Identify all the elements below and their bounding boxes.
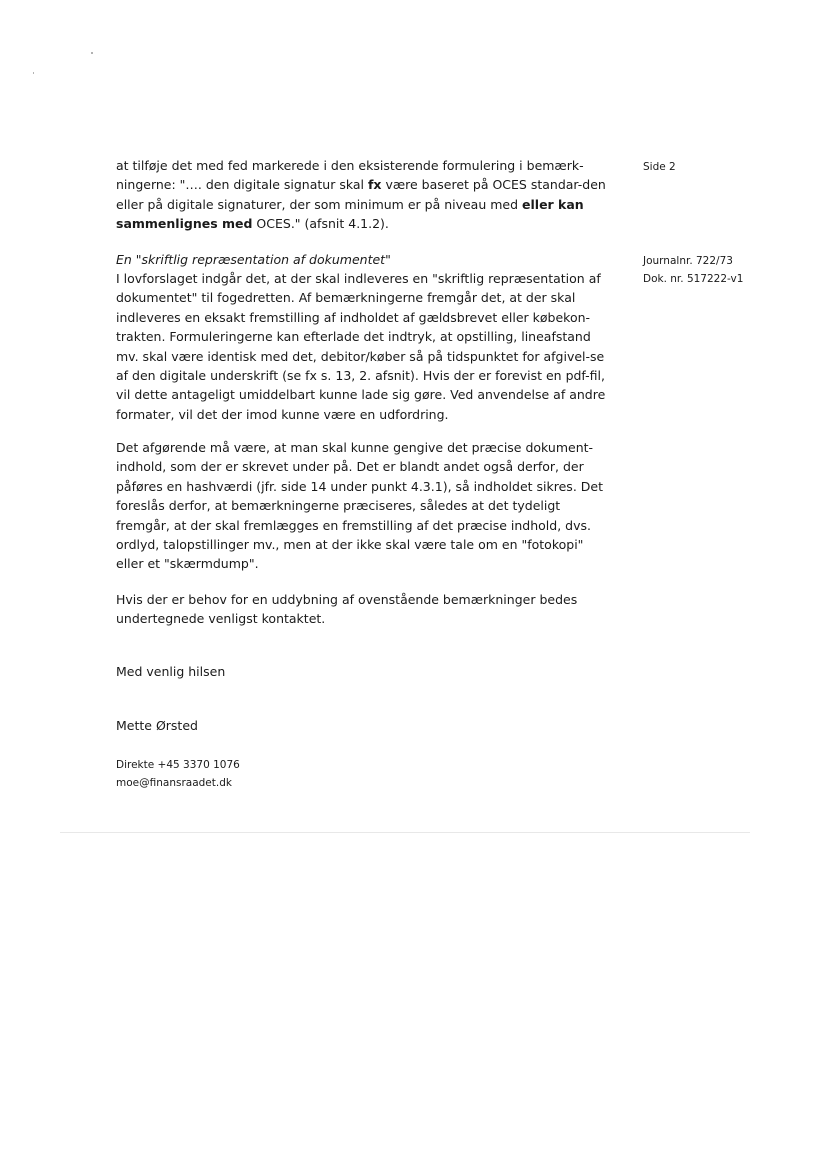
page-number: Side 2 (643, 161, 676, 173)
section-heading: En "skriftlig repræsentation af dokumentet" (116, 252, 391, 267)
journal-number: Journalnr. 722/73 (643, 255, 733, 267)
text-run: OCES." (afsnit 4.1.2). (252, 216, 389, 232)
paragraph-written-representation: I lovforslaget indgår det, at der skal indleveres en "skriftlig repræsentation af dokumentet" til fogedretten. Af bemærkningerne fremgår det, at der skal indleveres en eksakt fremstilling af indholdet af gældsbrevet eller købekon-trakten. Formuleringerne kan efterlade det indtryk, at opstilling, lineafstand mv. skal være identisk med det, debitor/køber så på tidspunktet for afgivel-se af den digitale underskrift (se fx s. 13, 2. afsnit). Hvis der er forevist en pdf-fil, vil dette antageligt umiddelbart kunne lade sig gøre. Ved anvendelse af andre formater, vil det der imod kunne være en udfordring. (116, 271, 606, 422)
signer-name: Mette Ørsted (116, 718, 198, 733)
paragraph-signature-standard (116, 156, 606, 234)
paragraph-precise-content: Det afgørende må være, at man skal kunne gengive det præcise dokument-indhold, som der er skrevet under på. Det er blandt andet også derfor, der påføres en hashværdi (jfr. side 14 under punkt 4.3.1), så indholdet sikres. Det foreslås derfor, at bemærkningerne præciseres, således at det tydeligt fremgår, at der skal fremlægges en fremstilling af det præcise indhold, dvs. ordlyd, talopstillinger mv., men at der ikke skal være tale om en "fotokopi" eller et "skærmdump". (116, 440, 603, 572)
phone-number: Direkte +45 3370 1076 (116, 759, 240, 771)
contact-block (116, 756, 240, 792)
text-run: være baseret på OCES standar-den eller på digitale signaturer, der som minimum er på niveau med (116, 177, 606, 212)
bold-text: eller kan sammenlignes med (116, 196, 584, 232)
document-number: Dok. nr. 517222-v1 (643, 273, 744, 285)
scan-speck (91, 52, 93, 54)
scan-speck (33, 72, 34, 74)
bold-text: fx (367, 177, 382, 193)
paragraph-contact-request: Hvis der er behov for en uddybning af ovenstående bemærkninger bedes undertegnede venligst kontaktet. (116, 592, 578, 627)
scan-edge-line (60, 832, 750, 833)
closing-salutation: Med venlig hilsen (116, 664, 226, 679)
email-address: moe@finansraadet.dk (116, 777, 232, 789)
text-run: at tilføje det med fed markerede i den eksisterende formulering i bemærk-ningerne: "…. den digitale signatur skal (116, 158, 584, 193)
